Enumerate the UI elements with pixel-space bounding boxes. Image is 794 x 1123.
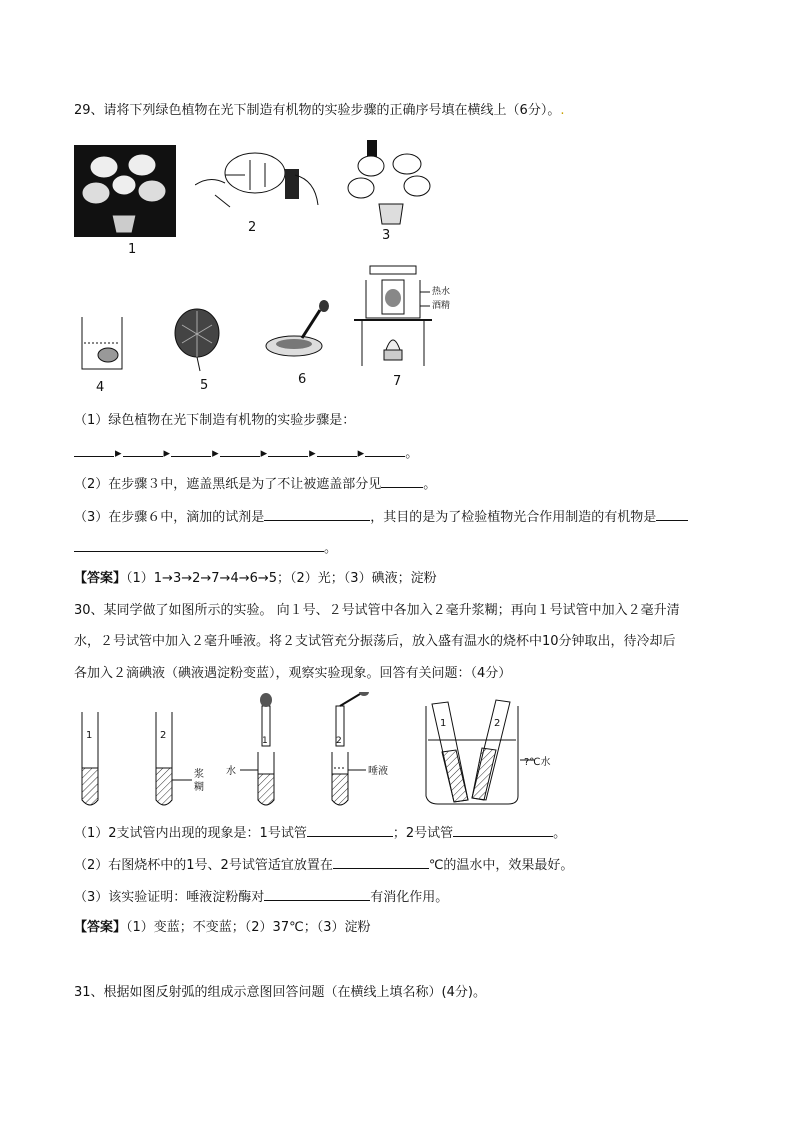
figure-4-label: 4 [96,380,105,395]
q30-para-2: 水，２号试管中加入２毫升唾液。将２支试管充分振荡后，放入盛有温水的烧杯中10分钟取出，待冷却后 [74,634,676,649]
figure-2-label: 2 [248,220,257,235]
q30-sub3: （3）该实验证明：唾液淀粉酶对 有消化作用。 [74,886,448,908]
fig7-alcohol-label: 酒精 [432,301,451,311]
sequence-blank-3[interactable] [171,442,211,457]
arrow-icon: ▸ [309,446,316,461]
q29-sequence-blanks: ▸ ▸ ▸ ▸ ▸ ▸ 。 [74,442,418,464]
q29-sub2: （2）在步骤３中，遮盖黑纸是为了不让被遮盖部分见 。 [74,473,436,495]
saliva-label: 唾液 [368,766,388,777]
tube-2-dropper-label: 2 [336,736,342,746]
q30-para-3: 各加入２滴碘液（碘液遇淀粉变蓝），观察实验现象。回答有关问题：（4分） [74,666,512,681]
figure-5-leaf [170,305,225,373]
answer-tag: 【答案】 [74,571,127,586]
q30-para-1: 30、某同学做了如图所示的实验。 向１号、２号试管中各加入２毫升浆糊；再向１号试管中加入２毫升清 [74,603,680,618]
substrate-blank[interactable] [264,886,370,901]
tube1-result-blank[interactable] [307,822,393,837]
q29-sub3-cont: 。 [74,537,337,559]
sequence-blank-5[interactable] [268,442,308,457]
fig7-hot-water-label: 热水 [432,287,451,297]
tube-1-label: 1 [86,730,93,741]
q29-sub3: （3）在步骤６中，滴加的试剂是 ，其目的是为了检验植物光合作用制造的有机物是 [74,506,688,528]
figure-2-leaf-cover [195,145,320,220]
light-blank[interactable] [381,473,423,488]
tube-1-dropper-label: 1 [262,736,268,746]
q30-sub2: （2）右图烧杯中的1号、2号试管适宜放置在 ℃的温水中，效果最好。 [74,854,573,876]
arrow-icon: ▸ [212,446,219,461]
q30-sub1: （1）2支试管内出现的现象是：1号试管 ；2号试管 。 [74,822,566,844]
paste-label: 浆 糊 [194,769,204,793]
q31-title: 31、根据如图反射弧的组成示意图回答问题（在横线上填名称）(4分)。 [74,985,486,1000]
figure-5-label: 5 [200,378,209,393]
sequence-blank-1[interactable] [74,442,114,457]
figure-6-label: 6 [298,372,307,387]
q29-sub1: （1）绿色植物在光下制造有机物的实验步骤是： [74,413,356,428]
figure-7-water-bath [352,262,464,370]
water-label: 水 [226,766,236,777]
sequence-blank-4[interactable] [220,442,260,457]
figure-1-label: 1 [128,242,137,257]
q29-dot: . [560,103,565,118]
figure-3-label: 3 [382,228,391,243]
arrow-icon: ▸ [115,446,122,461]
beaker-tube-1-label: 1 [440,718,447,729]
arrow-icon: ▸ [260,446,268,461]
sequence-blank-2[interactable] [123,442,163,457]
q30-test-tube-figure [76,692,556,812]
figure-7-label: 7 [393,374,402,389]
figure-6-dish-dropper [262,300,334,362]
organic-blank-cont[interactable] [74,537,324,552]
arrow-icon: ▸ [357,446,365,461]
beaker-tube-2-label: 2 [494,718,501,729]
figure-1-plant-dark [74,145,176,237]
figure-3-plant-light [345,138,437,228]
sequence-blank-6[interactable] [317,442,357,457]
beaker-temp-label: ?℃水 [524,757,551,768]
sequence-blank-7[interactable] [365,442,405,457]
reagent-blank[interactable] [264,506,370,521]
q30-answer: 【答案】（1）变蓝；不变蓝；（2）37℃；（3）淀粉 [74,920,371,935]
tube-2-label: 2 [160,730,167,741]
arrow-icon: ▸ [163,446,171,461]
organic-blank[interactable] [656,506,688,521]
temperature-blank[interactable] [333,854,429,869]
answer-tag: 【答案】 [74,920,127,935]
figure-4-beaker [78,315,126,373]
q29-answer: 【答案】（1）1→3→2→7→4→6→5；（2）光；（3）碘液；淀粉 [74,571,437,586]
tube2-result-blank[interactable] [453,822,553,837]
q29-title: 29、请将下列绿色植物在光下制造有机物的实验步骤的正确序号填在横线上（6分）。. [74,103,565,118]
